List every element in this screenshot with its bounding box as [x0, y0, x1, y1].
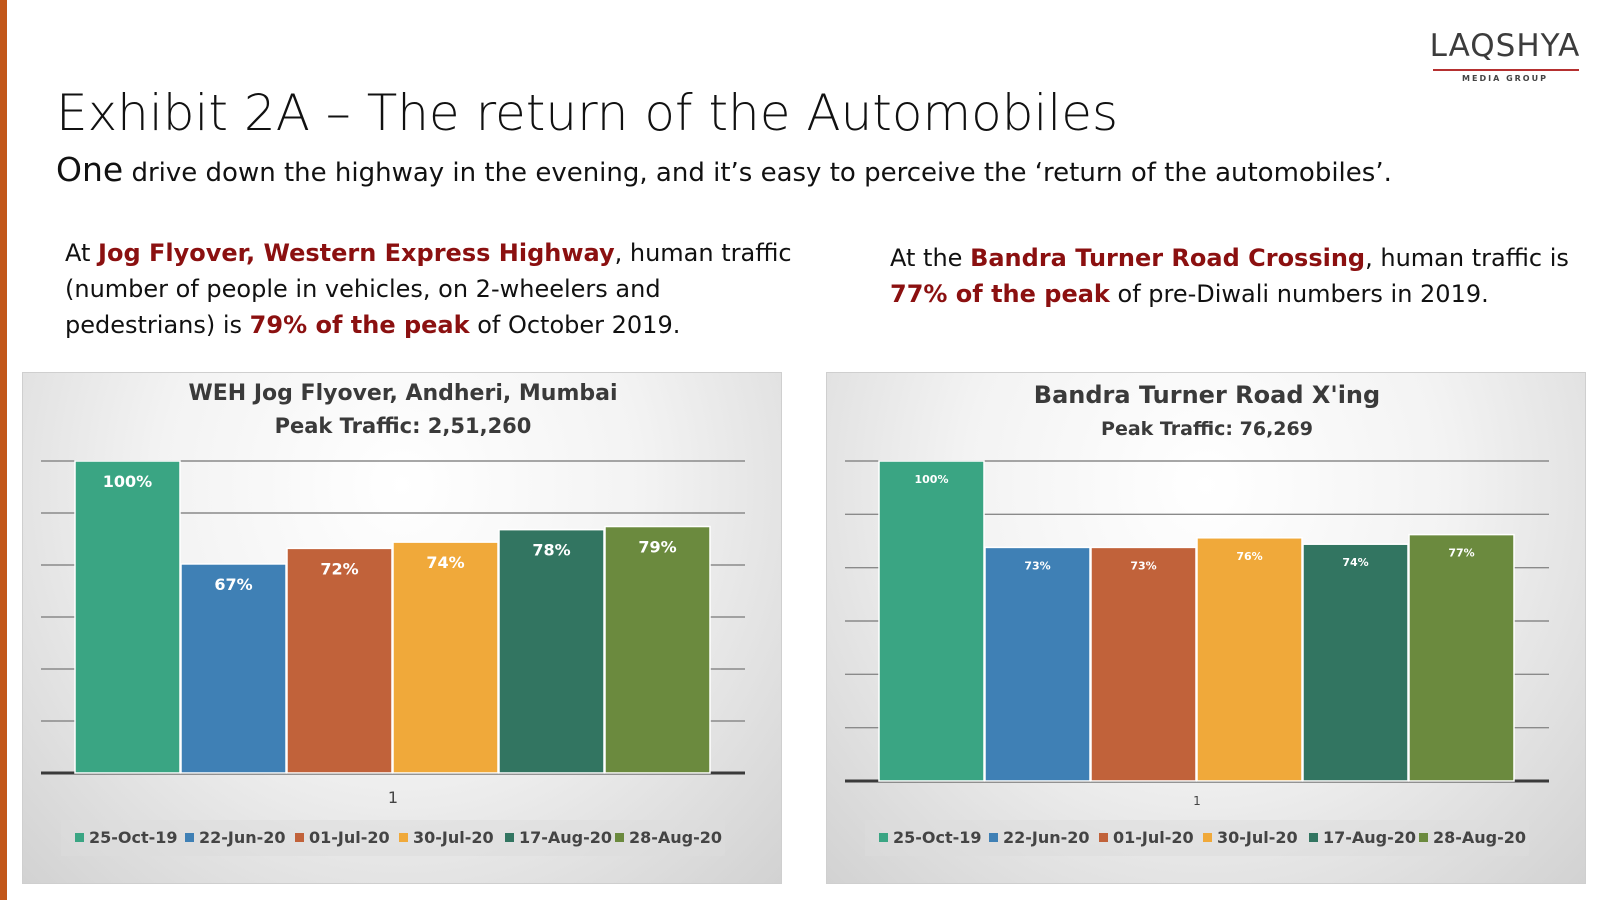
data-label: 73%: [1024, 559, 1051, 573]
bar-28-Aug-20: [605, 527, 710, 773]
bar-30-Jul-20: [1197, 538, 1302, 781]
note-bandra-turner: [890, 240, 1580, 312]
legend-swatch: [1419, 833, 1428, 842]
legend-entry: 01-Jul-20: [309, 828, 390, 847]
note-highlight-percent: 79% of the peak: [249, 311, 470, 339]
chart-subtitle: Peak Traffic: 76,269: [1101, 418, 1313, 440]
data-label: 100%: [914, 473, 949, 486]
data-label: 67%: [214, 574, 253, 594]
legend-swatch: [505, 833, 514, 842]
legend-swatch: [185, 833, 194, 842]
note-text: of pre-Diwali numbers in 2019.: [1109, 280, 1489, 308]
legend-entry: 25-Oct-19: [893, 828, 982, 847]
legend-swatch: [879, 833, 888, 842]
data-label: 72%: [320, 559, 359, 579]
bar-01-Jul-20: [287, 548, 392, 773]
note-highlight-percent: 77% of the peak: [890, 280, 1110, 308]
legend-swatch: [399, 833, 408, 842]
logo-underline: [1433, 69, 1579, 71]
data-label: 77%: [1448, 546, 1475, 560]
chart-title: WEH Jog Flyover, Andheri, Mumbai: [188, 381, 618, 406]
bar-25-Oct-19: [879, 461, 984, 781]
legend-entry: 30-Jul-20: [413, 828, 494, 847]
legend-entry: 17-Aug-20: [1323, 828, 1417, 847]
legend-swatch: [615, 833, 624, 842]
chart-title: Bandra Turner Road X'ing: [1033, 381, 1381, 409]
chart-svg: [827, 373, 1587, 885]
legend-entry: 28-Aug-20: [629, 828, 723, 847]
bar-22-Jun-20: [181, 564, 286, 773]
data-label: 100%: [102, 472, 153, 491]
note-text: At: [65, 239, 99, 267]
bar-17-Aug-20: [499, 530, 604, 773]
data-label: 73%: [1130, 559, 1157, 573]
bar-30-Jul-20: [393, 542, 498, 773]
legend-swatch: [989, 833, 998, 842]
note-text: , human traffic (number of people in vehicles, on 2-wheelers and pedestrians) is: [65, 239, 792, 339]
note-text: , human traffic is: [1365, 244, 1569, 272]
logo-wordmark: LAQSHYA: [1429, 28, 1581, 64]
bar-25-Oct-19: [75, 461, 180, 773]
data-label: 79%: [638, 537, 677, 557]
chart-bandra-turner: [826, 372, 1586, 884]
legend-entry: 25-Oct-19: [89, 828, 178, 847]
subtitle-first-word: One: [56, 150, 124, 189]
note-jog-flyover: [65, 235, 805, 343]
legend-swatch: [295, 833, 304, 842]
bar-01-Jul-20: [1091, 547, 1196, 781]
accent-bar: [0, 0, 7, 900]
bar-22-Jun-20: [985, 547, 1090, 781]
chart-subtitle: Peak Traffic: 2,51,260: [274, 414, 532, 438]
legend-entry: 01-Jul-20: [1113, 828, 1194, 847]
bar-28-Aug-20: [1409, 535, 1514, 781]
data-label: 74%: [1342, 556, 1369, 570]
note-highlight-location: Bandra Turner Road Crossing: [970, 244, 1366, 272]
note-text: At the: [890, 244, 971, 272]
category-label: 1: [387, 788, 399, 807]
legend-entry: 22-Jun-20: [199, 828, 286, 847]
legend-swatch: [1099, 833, 1108, 842]
legend-entry: 22-Jun-20: [1003, 828, 1090, 847]
legend-entry: 17-Aug-20: [519, 828, 613, 847]
subtitle-rest: drive down the highway in the evening, and it’s easy to perceive the ‘return of the automobiles’.: [123, 158, 1392, 188]
chart-weh-jog-flyover: [22, 372, 782, 884]
note-text: of October 2019.: [469, 311, 681, 339]
legend-swatch: [75, 833, 84, 842]
bar-17-Aug-20: [1303, 544, 1408, 781]
legend-swatch: [1203, 833, 1212, 842]
legend-entry: 28-Aug-20: [1433, 828, 1527, 847]
page-subtitle: [56, 150, 1392, 189]
legend-swatch: [1309, 833, 1318, 842]
data-label: 74%: [426, 553, 465, 573]
category-label: 1: [1193, 794, 1201, 808]
laqshya-logo: [1425, 28, 1585, 88]
legend-entry: 30-Jul-20: [1217, 828, 1298, 847]
note-highlight-location: Jog Flyover, Western Express Highway: [98, 239, 615, 267]
page-title: Exhibit 2A – The return of the Automobiles: [56, 84, 1119, 142]
data-label: 78%: [532, 540, 571, 560]
chart-svg: [23, 373, 783, 885]
logo-tagline: MEDIA GROUP: [1462, 74, 1548, 83]
data-label: 76%: [1236, 549, 1263, 563]
